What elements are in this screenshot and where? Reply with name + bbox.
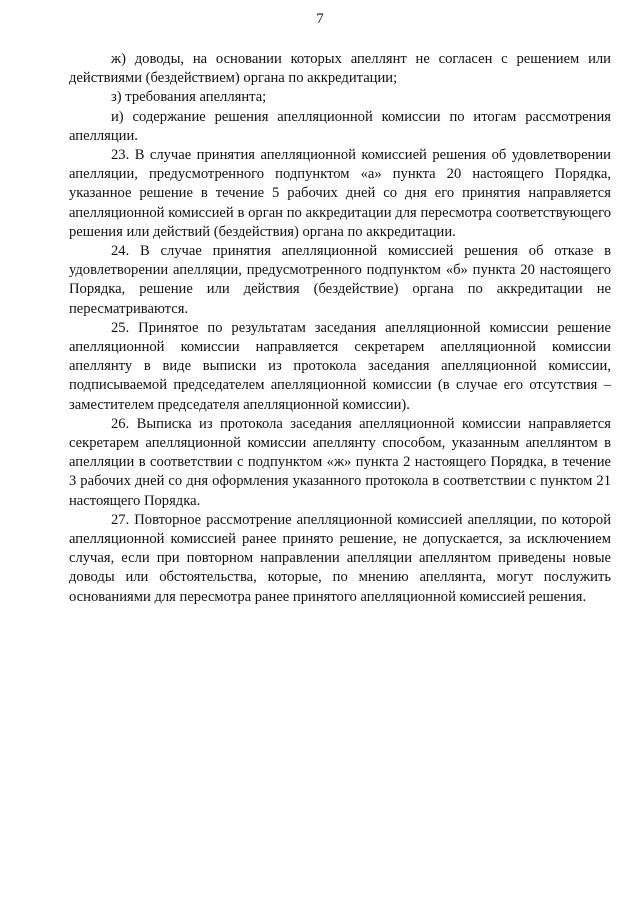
paragraph-27: 27. Повторное рассмотрение апелляционной комиссией апелляции, по которой апелляционной комиссией ранее принято решение, не допускается, за исключением случая, если при повторном направлении апелляции апеллянтом приведены новые доводы или обстоятельства, которые, по мнению апеллянта, могут послужить основаниями для пересмотра ранее принятого апелляционной комиссией решения. (69, 511, 611, 605)
paragraph-zh: ж) доводы, на основании которых апеллянт не согласен с решением или действиями (бездействием) органа по аккредитации; (69, 51, 611, 87)
paragraph-25: 25. Принятое по результатам заседания апелляционной комиссии решение апелляционной комиссии направляется секретарем апелляционной комиссии апеллянту в виде выписки из протокола заседания апелляционной комиссии, подписываемой председателем апелляционной комиссии (в случае его отсутствия – заместителем председателя апелляционной комиссии). (69, 319, 611, 413)
paragraph-23: 23. В случае принятия апелляционной комиссией решения об удовлетворении апелляции, предусмотренного подпунктом «а» пункта 20 настоящего Порядка, указанное решение в течение 5 рабочих дней со дня его принятия направляется апелляционной комиссией в орган по аккредитации для пересмотра соответствующего решения или действий (бездействия) органа по аккредитации. (69, 147, 611, 240)
page-number: 7 (316, 11, 324, 27)
paragraph-24: 24. В случае принятия апелляционной комиссией решения об отказе в удовлетворении апелляции, предусмотренного подпунктом «б» пункта 20 настоящего Порядка, решение или действия (бездействие) органа по аккредитации не пересматриваются. (69, 243, 611, 317)
document-body (69, 50, 611, 607)
paragraph-z: з) требования апеллянта; (111, 89, 267, 106)
paragraph-i: и) содержание решения апелляционной комиссии по итогам рассмотрения апелляции. (69, 108, 611, 144)
paragraph-26: 26. Выписка из протокола заседания апелляционной комиссии направляется секретарем апелляционной комиссии апеллянту способом, указанным апеллянтом в апелляции в соответствии с подпунктом «ж» пункта 2 настоящего Порядка, в течение 3 рабочих дней со дня оформления указанного протокола в соответствии с пунктом 21 настоящего Порядка. (69, 415, 611, 509)
